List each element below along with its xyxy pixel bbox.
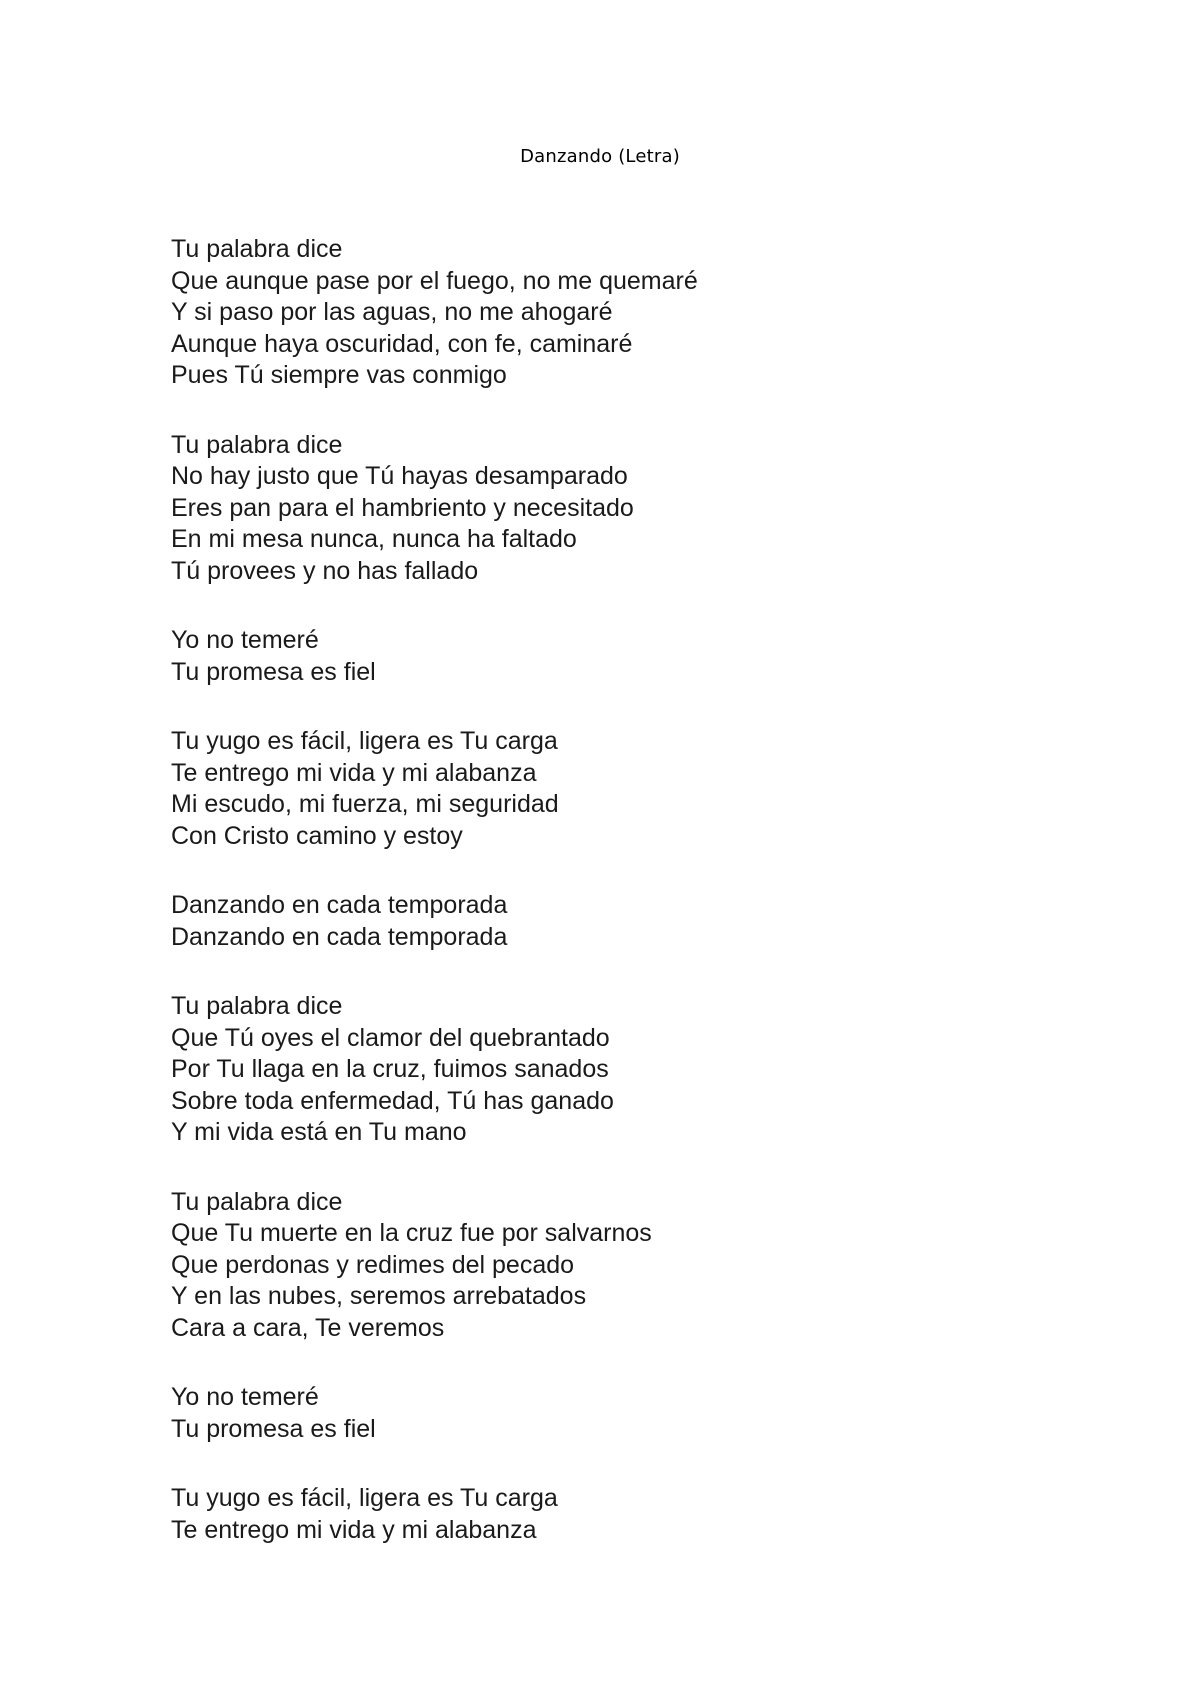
lyric-line: Que Tu muerte en la cruz fue por salvarnos (171, 1219, 652, 1247)
lyric-line: Sobre toda enfermedad, Tú has ganado (171, 1086, 614, 1115)
lyric-line: Y si paso por las aguas, no me ahogaré (171, 298, 613, 326)
lyric-line: No hay justo que Tú hayas desamparado (171, 462, 628, 490)
stanza-9 (171, 1483, 1071, 1546)
stanza-1 (171, 234, 1071, 392)
lyric-line: Te entrego mi vida y mi alabanza (171, 1515, 537, 1544)
lyric-line: Que aunque pase por el fuego, no me quemaré (171, 266, 698, 295)
lyric-line: Cara a cara, Te veremos (171, 1313, 445, 1342)
lyric-line: Y mi vida está en Tu mano (171, 1118, 467, 1146)
stanza-2 (171, 430, 1071, 588)
lyric-line: Y en las nubes, seremos arrebatados (171, 1282, 587, 1310)
stanza-8 (171, 1382, 1071, 1445)
lyric-line: Tú provees y no has fallado (171, 556, 479, 585)
lyric-line: Danzando en cada temporada (171, 891, 508, 919)
lyric-line: Tu palabra dice (171, 992, 343, 1020)
lyric-line: En mi mesa nunca, nunca ha faltado (171, 525, 577, 553)
stanza-3 (171, 625, 1071, 688)
lyric-line: Tu promesa es fiel (171, 1414, 376, 1443)
lyric-line: Que Tú oyes el clamor del quebrantado (171, 1023, 610, 1052)
lyric-line: Tu palabra dice (171, 235, 343, 263)
document-title: Danzando (Letra) (520, 146, 680, 167)
stanza-5 (171, 890, 1071, 953)
lyric-line: Yo no temeré (171, 626, 319, 654)
stanza-7 (171, 1187, 1071, 1345)
lyric-line: Pues Tú siempre vas conmigo (171, 361, 507, 389)
lyric-line: Mi escudo, mi fuerza, mi seguridad (171, 790, 559, 818)
lyrics-body (171, 234, 1071, 1584)
lyric-line: Por Tu llaga en la cruz, fuimos sanados (171, 1055, 609, 1083)
lyric-line: Te entrego mi vida y mi alabanza (171, 758, 537, 787)
lyric-line: Aunque haya oscuridad, con fe, caminaré (171, 329, 633, 358)
lyric-line: Tu yugo es fácil, ligera es Tu carga (171, 1484, 558, 1512)
lyric-line: Yo no temeré (171, 1383, 319, 1411)
lyric-line: Danzando en cada temporada (171, 922, 508, 951)
lyric-line: Tu palabra dice (171, 430, 343, 459)
stanza-4 (171, 726, 1071, 852)
lyric-line: Tu promesa es fiel (171, 657, 376, 686)
lyric-line: Que perdonas y redimes del pecado (171, 1250, 575, 1279)
lyric-line: Tu yugo es fácil, ligera es Tu carga (171, 727, 558, 755)
stanza-6 (171, 991, 1071, 1149)
lyric-line: Tu palabra dice (171, 1187, 343, 1216)
lyric-line: Eres pan para el hambriento y necesitado (171, 493, 634, 522)
lyric-line: Con Cristo camino y estoy (171, 821, 463, 850)
